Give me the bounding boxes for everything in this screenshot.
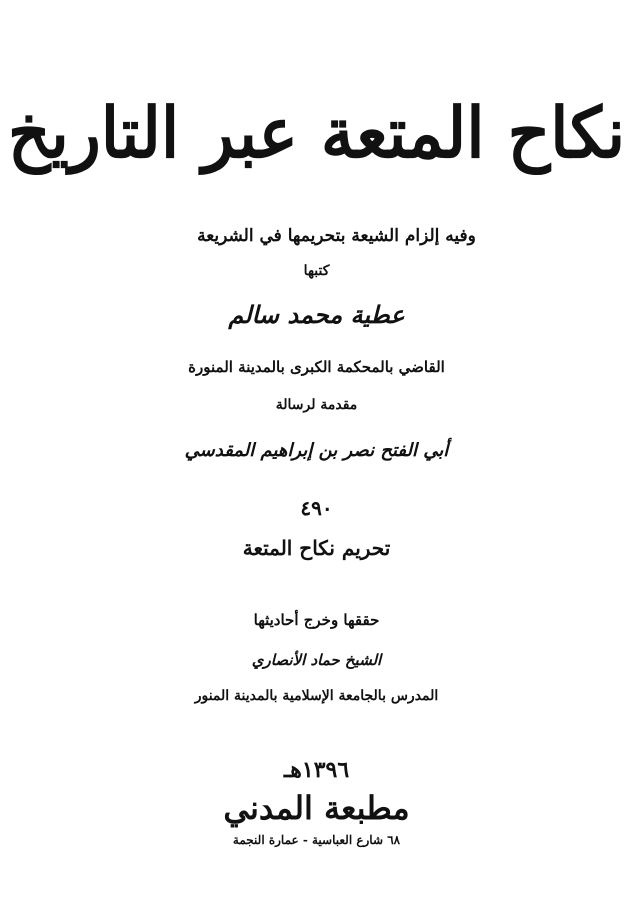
editor-name: الشيخ حماد الأنصاري — [251, 651, 382, 669]
publication-year: ١٣٩٦هـ — [283, 757, 350, 783]
author-name: عطية محمد سالم — [228, 300, 405, 329]
treatise-title: تحريم نكاح المتعة — [242, 536, 391, 560]
written-by-label: كتبها — [303, 263, 330, 279]
edited-label: حققها وخرج أحاديثها — [253, 611, 380, 629]
intro-label: مقدمة لرسالة — [275, 397, 358, 413]
book-subtitle: وفيه إلزام الشيعة بتحريمها في الشريعة — [197, 226, 476, 246]
publisher-address: ٦٨ شارع العباسية - عمارة النجمة — [232, 833, 401, 847]
book-title: نكاح المتعة عبر التاريخ — [7, 92, 626, 174]
publisher-name: مطبعة المدني — [223, 789, 410, 827]
treatise-number: ٤٩٠ — [300, 496, 333, 520]
intro-author-name: أبي الفتح نصر بن إبراهيم المقدسي — [184, 440, 449, 461]
editor-role: المدرس بالجامعة الإسلامية بالمدينة المنور — [194, 688, 439, 704]
author-role: القاضي بالمحكمة الكبرى بالمدينة المنورة — [188, 358, 445, 376]
